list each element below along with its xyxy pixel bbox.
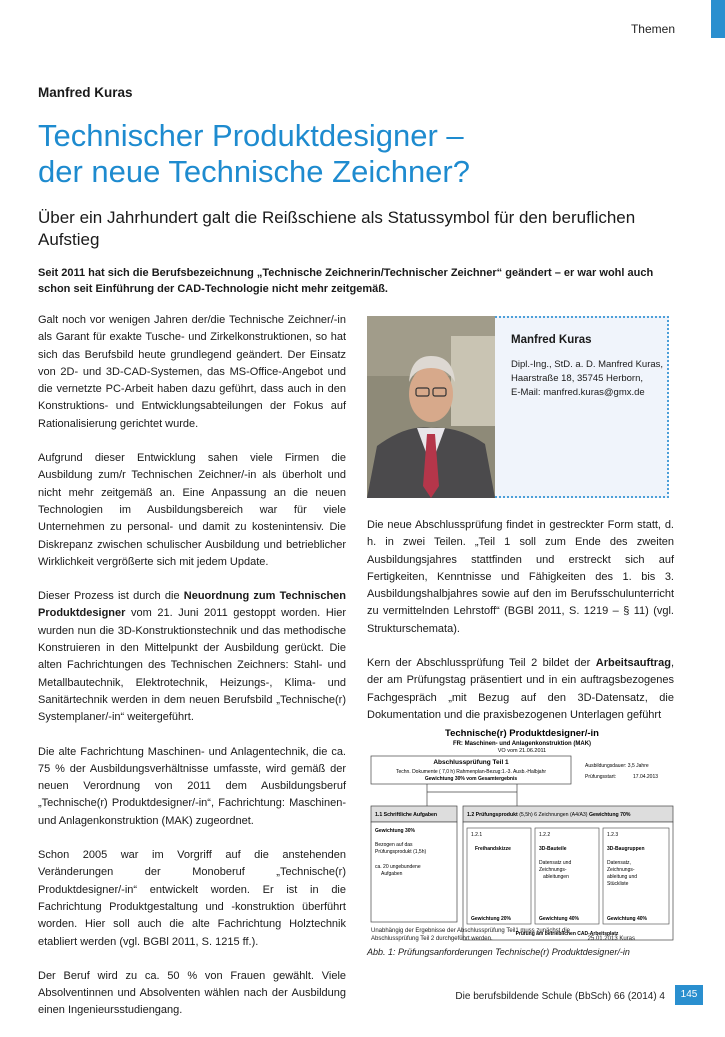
sketch-box	[467, 828, 531, 924]
journal-reference: Die berufsbildende Schule (BbSch) 66 (2014) 4	[455, 991, 665, 1002]
paragraph	[367, 655, 674, 724]
title-line-1: Technischer Produktdesigner –	[38, 118, 464, 153]
paragraph: Der Beruf wird zu ca. 50 % von Frauen gewählt. Viele Absolventinnen und Absolventen wählen nach der Ausbildung einen Ingenieursstudiengang.	[38, 969, 346, 1017]
paragraph-text: Kern der Abschlussprüfung Teil 2 bildet der	[367, 657, 596, 670]
paragraph: Die neue Abschlussprüfung findet in gestreckter Form statt, d. h. in zwei Teilen. „Teil 1 soll zum Ende des zweiten Ausbildungsjahres stattfinden und erstreckt sich auf Fertigkeiten, Kenntnisse und Fähigkeiten des 1. bis 3. Ausbildungshalbjahres sowie auf den im Berufsschulunterricht zu vermittelnden Lehrstoff“ (BGBl 2011, S. 1219 – § 11) (vgl. Strukturschemata).	[367, 519, 674, 635]
page-number: 145	[675, 985, 703, 1005]
article-author: Manfred Kuras	[38, 85, 133, 100]
author-photo	[367, 316, 495, 498]
paragraph	[38, 450, 346, 571]
paragraph: Die alte Fachrichtung Maschinen- und Anlagentechnik, die ca. 75 % der Ausbildungsverhältnisse umfasste, wird gemäß der neuen Verordnung von 2011 dem Ausbildungsberuf „Technische(r) Produktdesigner/-in“, Fachrichtung: Maschinen- und Anlagenkonstruktion (MAK) zugeordnet.	[38, 745, 346, 827]
author-box-name: Manfred Kuras	[511, 334, 592, 346]
figure-caption: Abb. 1: Prüfungsanforderungen Technische(r) Produktdesigner/-in	[367, 947, 630, 957]
product-title: 1.2 Prüfungsprodukt (5,5h) 6 Zeichnungen (A4/A3) Gewichtung 70%	[467, 812, 631, 818]
diagram-date: VO vom 21.06.2011	[497, 748, 547, 754]
sketch-title: Freihandskizze	[475, 846, 511, 852]
paragraph-emphasis: Neuordnung zum Technischen Produktdesigner	[38, 590, 347, 620]
assemblies-desc-4: Stückliste	[607, 881, 629, 887]
section-label: Themen	[630, 22, 675, 36]
written-tasks-title: 1.1 Schriftliche Aufgaben	[375, 812, 438, 818]
parts-weight: Gewichtung 40%	[539, 916, 580, 922]
parts-number: 1.2.2	[539, 832, 551, 838]
teil1-weight: Gewichtung 30% vom Gesamtergebnis	[424, 776, 518, 782]
assemblies-number: 1.2.3	[607, 832, 619, 838]
article-subtitle: Über ein Jahrhundert galt die Reißschiene als Statussymbol für den beruflichen Aufstieg	[38, 208, 636, 249]
paragraph: Schon 2005 war im Vorgriff auf die anstehenden Veränderungen der Monoberuf „Technische(r) Produktdesigner/-in“ entwickelt worden. Er ist in die Fachrichtung Produktgestaltung und -konstruktion überführt worden. Hier soll auch die alte Fachrichtung Holztechnik etabliert werden (vgl. BGBl 2011, S. 1215 ff.).	[38, 849, 346, 948]
written-tasks-weight: Gewichtung 30%	[375, 828, 416, 834]
diagram-note-1: Unabhängig der Ergebnisse der Abschlussprüfung Teil1 muss zunächst die	[371, 928, 571, 934]
section-tab-marker	[711, 0, 725, 38]
assemblies-desc: Datensatz,	[607, 860, 631, 866]
assemblies-desc-3: ableitung und	[607, 874, 638, 880]
parts-desc: Datensatz und	[539, 860, 572, 866]
sketch-weight: Gewichtung 20%	[471, 916, 512, 922]
exam-start-label: Prüfungsstart:	[585, 774, 617, 780]
paragraph-emphasis: Arbeitsauftrag	[595, 657, 671, 670]
right-column	[367, 517, 674, 741]
diagram-footnote	[371, 927, 671, 943]
left-column	[38, 312, 346, 1037]
parts-title: 3D-Bauteile	[539, 846, 567, 852]
article-lead: Seit 2011 hat sich die Berufsbezeichnung „Technische Zeichnerin/Technischer Zeichner“ geändert – er war wohl auch schon seit Einführung der CAD-Technologie nicht mehr zeitgemäß.	[38, 267, 654, 295]
diagram-title: Technische(r) Produktdesigner/-in	[445, 728, 599, 739]
teil1-title: Abschlussprüfung Teil 1	[433, 759, 509, 766]
written-tasks-ref: Bezogen auf das	[375, 842, 413, 848]
parts-desc-3: ableitungen	[543, 874, 569, 880]
written-tasks-count-2: Aufgaben	[381, 871, 403, 877]
exam-structure-diagram	[367, 722, 677, 946]
assemblies-weight: Gewichtung 40%	[607, 916, 648, 922]
author-box-credentials: Dipl.-Ing., StD. a. D. Manfred Kuras,	[511, 359, 664, 370]
diagram-note-2: Abschlussprüfung Teil 2 durchgeführt werden.	[371, 936, 493, 942]
title-line-2: der neue Technische Zeichner?	[38, 154, 470, 189]
assemblies-desc-2: Zeichnungs-	[607, 867, 635, 873]
diagram-subtitle: FR: Maschinen- und Anlagenkonstruktion (MAK)	[452, 741, 592, 747]
assemblies-title: 3D-Baugruppen	[607, 846, 645, 852]
author-box-email[interactable]: E-Mail: manfred.kuras@gmx.de	[511, 387, 645, 398]
paragraph-text: Dieser Prozess ist durch die	[38, 590, 184, 603]
author-box-address: Haarstraße 18, 35745 Herborn,	[511, 373, 644, 384]
paragraph-text: vom 21. Juni 2011 gestoppt worden. Hier wurden nun die 3D-Konstruktionstechnik und das methodische Konstruieren in den Mittelpunkt der Ausbildung gerückt. Die alten Fachrichtungen des Technischen Zeichners: Stahl- und Metallbautechnik, Elektrotechnik, Heizungs-, Klima- und Sanitärtechnik werden in dem neuen Berufsbild „Technische(r) Systemplaner/-in“ weitergeführt.	[38, 607, 346, 724]
paragraph	[38, 588, 346, 726]
paragraph: Galt noch vor wenigen Jahren der/die Technische Zeichner/-in als Garant für exakte Tusche- und Zirkelkonstruktionen, so hat sich das Berufsbild heute grundlegend geändert. Der Einsatz von 2D- und 3D-CAD-Systemen, das MS-Office-Angebot und die vernetzte PC-Arbeit haben dazu geführt, dass auch in den Konstruktions- und Entwicklungsabteilungen der Fokus auf Rationalisierung gerichtet wurde.	[38, 314, 346, 430]
article-title	[38, 118, 688, 190]
teil1-documents: Techn. Dokumente ( 7,0 h) Rahmenplan-Bezug:1.-3. Ausb.-Halbjahr	[395, 769, 547, 775]
written-tasks-ref-2: Prüfungsprodukt (1,5h)	[375, 849, 427, 855]
paragraph-text: , der am Prüfungstag präsentiert und in ein auftragsbezogenes Fachgespräch „mit Bezug auf den 3D-Datensatz, die Dokumentation und die praxisbezogenen Unterlagen geführt	[367, 657, 674, 721]
author-info-card	[495, 316, 669, 498]
written-tasks-count: ca. 20 ungebundene	[375, 864, 421, 870]
exam-start-date: 17.04.2013	[633, 774, 659, 780]
sketch-number: 1.2.1	[471, 832, 483, 838]
parts-desc-2: Zeichnungs-	[539, 867, 567, 873]
diagram-note-2-row	[371, 935, 671, 943]
diagram-note-date: 25.01.2013 Kuras	[587, 936, 635, 942]
author-box	[367, 316, 674, 498]
training-duration: Ausbildungsdauer: 3,5 Jahre	[585, 763, 649, 769]
cad-workplace-label: Prüfung am betrieblichen CAD-Arbeitsplatz	[515, 931, 619, 937]
paragraph-text: Aufgrund dieser Entwicklung sahen viele Firmen die Ausbildung zum/r Technischen Zeichner/-in als überholt und nicht mehr zeitgemäß an. Eine Anpassung an die neuen Technologien im Ausbildungsbereich war für viele Unternehmen zu personal- und damit zu kostenintensiv. Die Diskrepanz zwischen schulischer Ausbildung und betrieblicher Wirklichkeit vergrößerte sich mit jedem Update.	[38, 452, 346, 568]
